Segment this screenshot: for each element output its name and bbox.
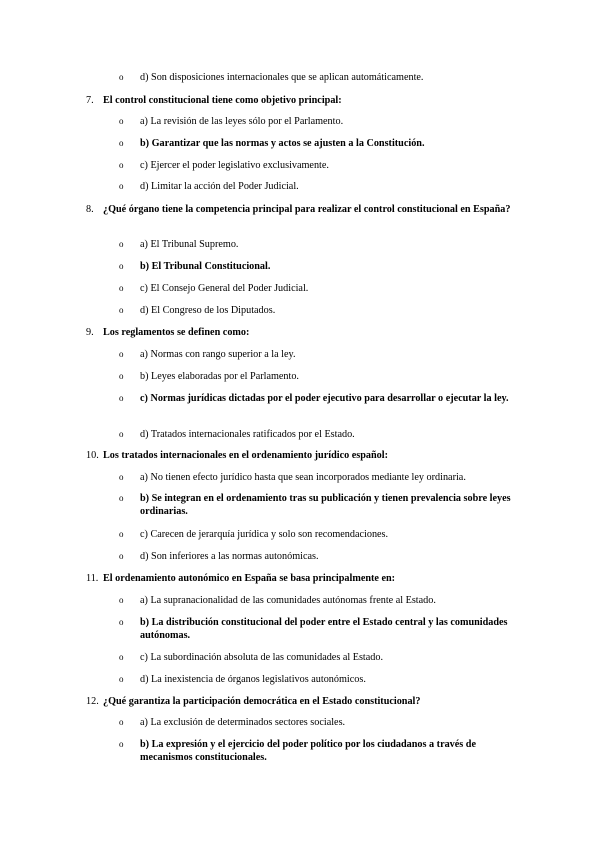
bullet-icon: o — [119, 371, 124, 381]
option-7b — [119, 137, 517, 150]
question-number: 10. — [86, 450, 99, 461]
option-text: c) El Consejo General del Poder Judicial. — [140, 283, 309, 294]
option-9b — [119, 370, 517, 383]
option-text: c) Normas jurídicas dictadas por el poder ejecutivo para desarrollar o ejecutar la ley. — [140, 393, 509, 404]
option-7c — [119, 159, 517, 172]
option-text: d) El Congreso de los Diputados. — [140, 305, 276, 316]
option-text: b) El Tribunal Constitucional. — [140, 261, 271, 272]
option-text: a) La exclusión de determinados sectores sociales. — [140, 717, 346, 728]
option-text: a) Normas con rango superior a la ley. — [140, 349, 296, 360]
option-8b — [119, 260, 517, 273]
bullet-icon: o — [119, 617, 124, 627]
bullet-icon: o — [119, 160, 124, 170]
question-12 — [86, 695, 516, 708]
bullet-icon: o — [119, 393, 124, 403]
question-number: 11. — [86, 573, 99, 584]
option-8d — [119, 304, 517, 317]
question-text: ¿Qué garantiza la participación democrática en el Estado constitucional? — [103, 696, 421, 707]
option-text: c) Carecen de jerarquía jurídica y solo son recomendaciones. — [140, 529, 389, 540]
option-text: a) La supranacionalidad de las comunidades autónomas frente al Estado. — [140, 595, 436, 606]
bullet-icon: o — [119, 261, 124, 271]
question-number: 8. — [86, 204, 94, 215]
option-11a — [119, 594, 517, 607]
question-number: 9. — [86, 327, 94, 338]
option-8c — [119, 282, 517, 295]
question-9 — [86, 326, 516, 339]
option-text: d) La inexistencia de órganos legislativos autonómicos. — [140, 674, 366, 685]
option-text: d) Son inferiores a las normas autonómicas. — [140, 551, 319, 562]
bullet-icon: o — [119, 116, 124, 126]
option-11d — [119, 673, 517, 686]
option-7d — [119, 180, 517, 193]
option-text: c) Ejercer el poder legislativo exclusivamente. — [140, 160, 329, 171]
question-11 — [86, 572, 516, 585]
bullet-icon: o — [119, 181, 124, 191]
bullet-icon: o — [119, 239, 124, 249]
option-8a — [119, 238, 517, 251]
bullet-icon: o — [119, 472, 124, 482]
question-text: Los reglamentos se definen como: — [103, 327, 250, 338]
bullet-icon: o — [119, 551, 124, 561]
bullet-icon: o — [119, 674, 124, 684]
bullet-icon: o — [119, 72, 124, 82]
option-text: d) Limitar la acción del Poder Judicial. — [140, 181, 299, 192]
option-text: c) La subordinación absoluta de las comunidades al Estado. — [140, 652, 384, 663]
option-9a — [119, 348, 517, 361]
bullet-icon: o — [119, 138, 124, 148]
option-text: b) Leyes elaboradas por el Parlamento. — [140, 371, 299, 382]
option-10d — [119, 550, 517, 563]
option-12a — [119, 716, 517, 729]
bullet-icon: o — [119, 493, 124, 503]
option-text: b) Garantizar que las normas y actos se ajusten a la Constitución. — [140, 138, 425, 149]
option-9c — [119, 392, 517, 405]
question-text: ¿Qué órgano tiene la competencia principal para realizar el control constitucional en España? — [103, 204, 511, 215]
option-12b — [119, 738, 517, 764]
question-text: Los tratados internacionales en el ordenamiento jurídico español: — [103, 450, 388, 461]
bullet-icon: o — [119, 652, 124, 662]
option-text: b) La distribución constitucional del poder entre el Estado central y las comunidades autónomas. — [140, 617, 508, 641]
question-7 — [86, 94, 516, 107]
bullet-icon: o — [119, 429, 124, 439]
list-item — [119, 71, 517, 84]
bullet-icon: o — [119, 283, 124, 293]
question-number: 7. — [86, 95, 94, 106]
question-number: 12. — [86, 696, 99, 707]
option-7a — [119, 115, 517, 128]
option-text: a) No tienen efecto jurídico hasta que sean incorporados mediante ley ordinaria. — [140, 472, 466, 483]
option-text: a) El Tribunal Supremo. — [140, 239, 239, 250]
bullet-icon: o — [119, 739, 124, 749]
question-text: El ordenamiento autonómico en España se basa principalmente en: — [103, 573, 396, 584]
option-11c — [119, 651, 517, 664]
bullet-icon: o — [119, 349, 124, 359]
question-text: El control constitucional tiene como objetivo principal: — [103, 95, 342, 106]
bullet-icon: o — [119, 595, 124, 605]
question-8 — [86, 203, 516, 216]
option-text: d) Tratados internacionales ratificados por el Estado. — [140, 429, 355, 440]
option-11b — [119, 616, 517, 642]
option-9d — [119, 428, 517, 441]
question-10 — [86, 449, 516, 462]
option-text: a) La revisión de las leyes sólo por el Parlamento. — [140, 116, 344, 127]
option-10c — [119, 528, 517, 541]
option-text: d) Son disposiciones internacionales que se aplican automáticamente. — [140, 72, 424, 83]
option-text: b) Se integran en el ordenamiento tras su publicación y tienen prevalencia sobre leyes ordinarias. — [140, 493, 511, 517]
bullet-icon: o — [119, 305, 124, 315]
bullet-icon: o — [119, 717, 124, 727]
option-10b — [119, 492, 517, 518]
option-10a — [119, 471, 517, 484]
option-text: b) La expresión y el ejercicio del poder político por los ciudadanos a través de mecanismos constitucionales. — [140, 739, 476, 763]
bullet-icon: o — [119, 529, 124, 539]
